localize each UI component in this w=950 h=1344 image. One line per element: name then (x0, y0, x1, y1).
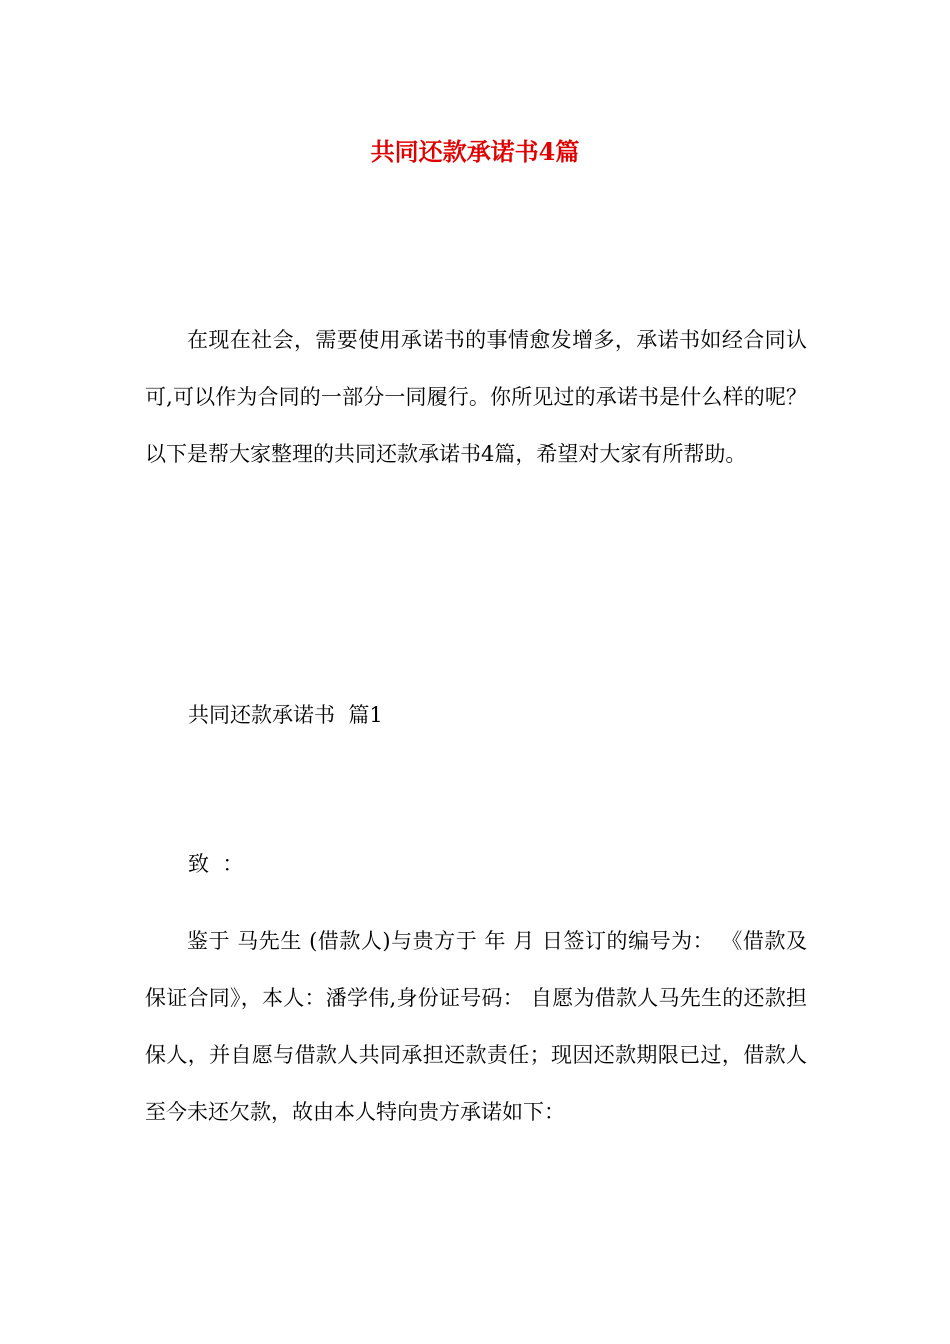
body-paragraph: 鉴于 马先生 (借款人)与贵方于 年 月 日签订的编号为： 《借款及保证合同》，本人：潘学伟,身份证号码： 自愿为借款人马先生的还款担保人，并自愿与借款人共同承担还款责任；现因还款期限已过，借款人至今未还欠款，故由本人特向贵方承诺如下： (145, 929, 807, 1124)
salutation-line: 致 ： (188, 852, 244, 876)
document-title: 共同还款承诺书4篇 (370, 137, 580, 166)
section-heading: 共同还款承诺书 篇1 (188, 703, 383, 727)
intro-paragraph: 在现在社会，需要使用承诺书的事情愈发增多，承诺书如经合同认可,可以作为合同的一部分一同履行。你所见过的承诺书是什么样的呢？以下是帮大家整理的共同还款承诺书4篇，希望对大家有所帮助。 (145, 328, 807, 466)
